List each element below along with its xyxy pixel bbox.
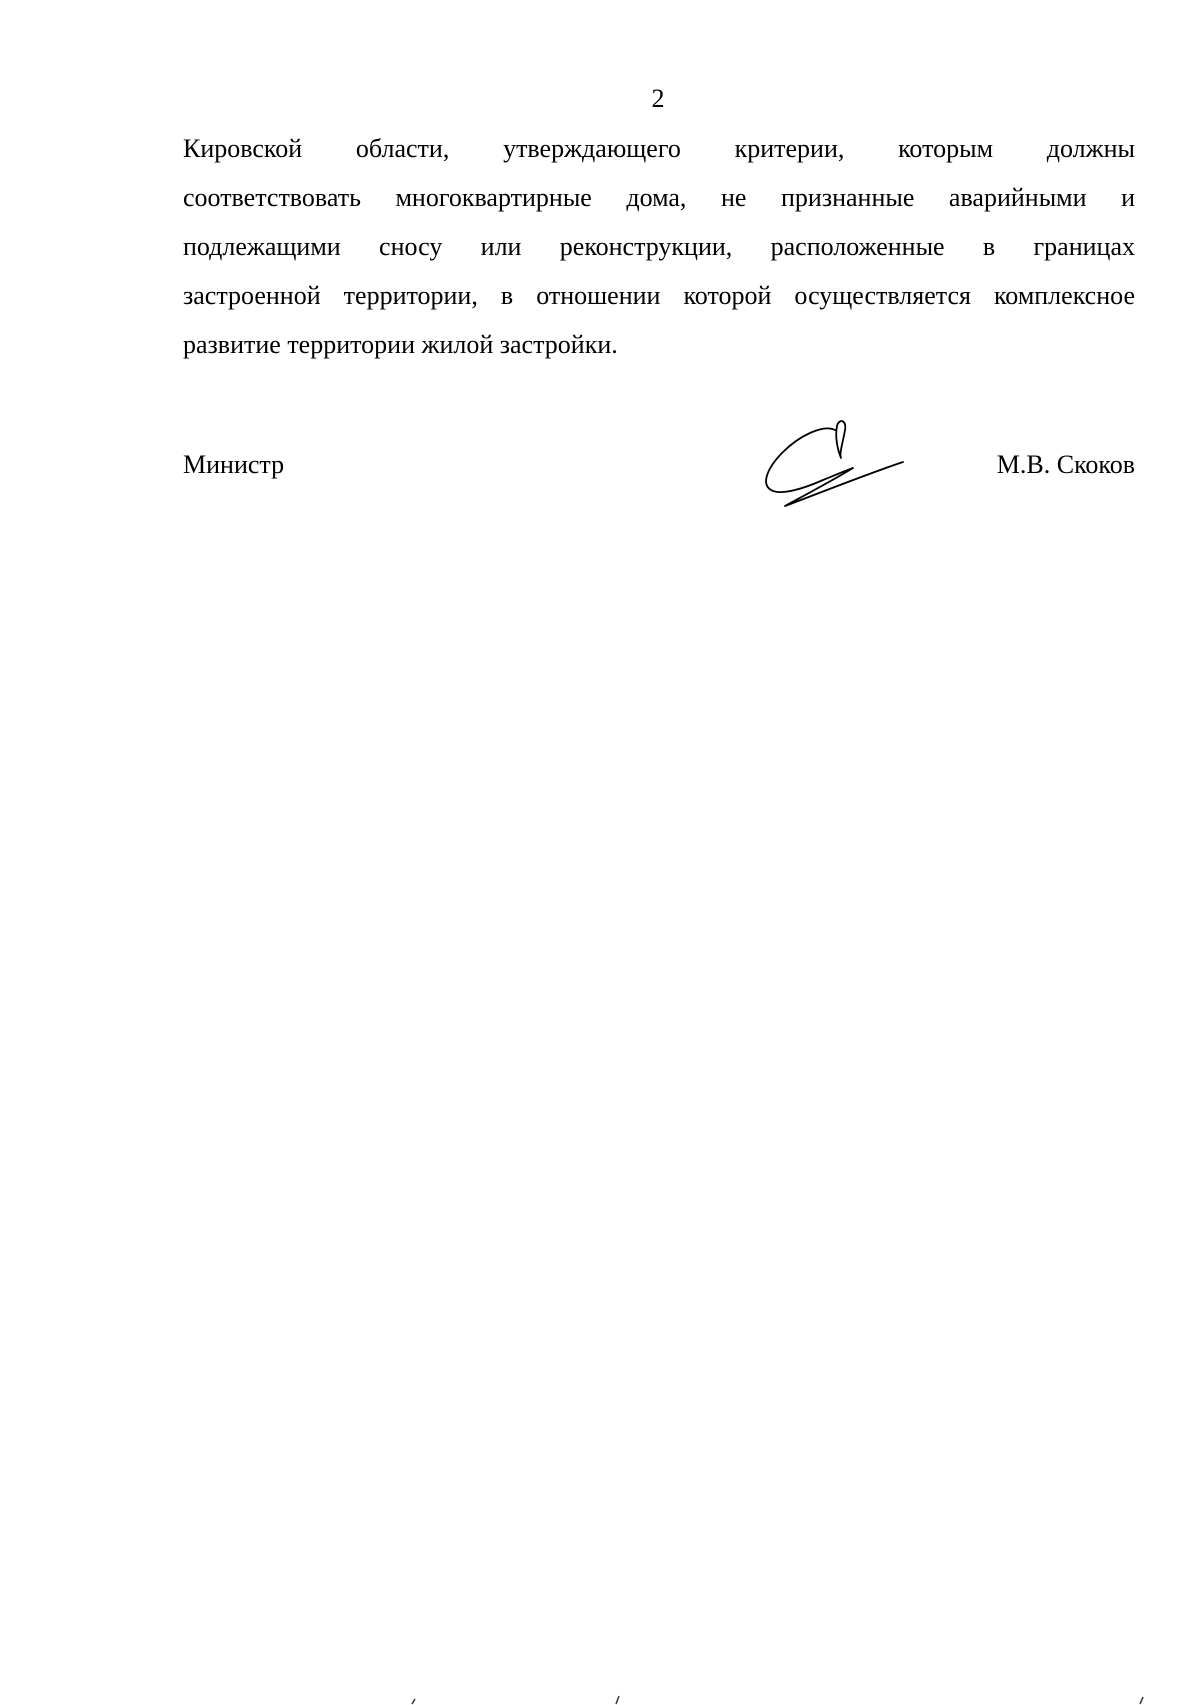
paragraph-line: развитие территории жилой застройки. <box>183 330 618 359</box>
paragraph-line: Кировской области, утверждающего критерии, которым должны <box>183 134 1135 163</box>
paragraph-line: застроенной территории, в отношении которой осуществляется комплексное <box>183 281 1135 310</box>
paragraph-line: соответствовать многоквартирные дома, не признанные аварийными и <box>183 183 1135 212</box>
signer-name: М.В. Скоков <box>996 450 1135 479</box>
handwritten-signature <box>757 418 907 518</box>
signer-position: Министр <box>183 450 285 479</box>
body-paragraph <box>183 124 1135 369</box>
page-number: 2 <box>651 84 665 113</box>
signature-block <box>183 445 1135 485</box>
scan-edge-marks <box>0 1690 1200 1705</box>
paragraph-line: подлежащими сносу или реконструкции, расположенные в границах <box>183 232 1135 261</box>
